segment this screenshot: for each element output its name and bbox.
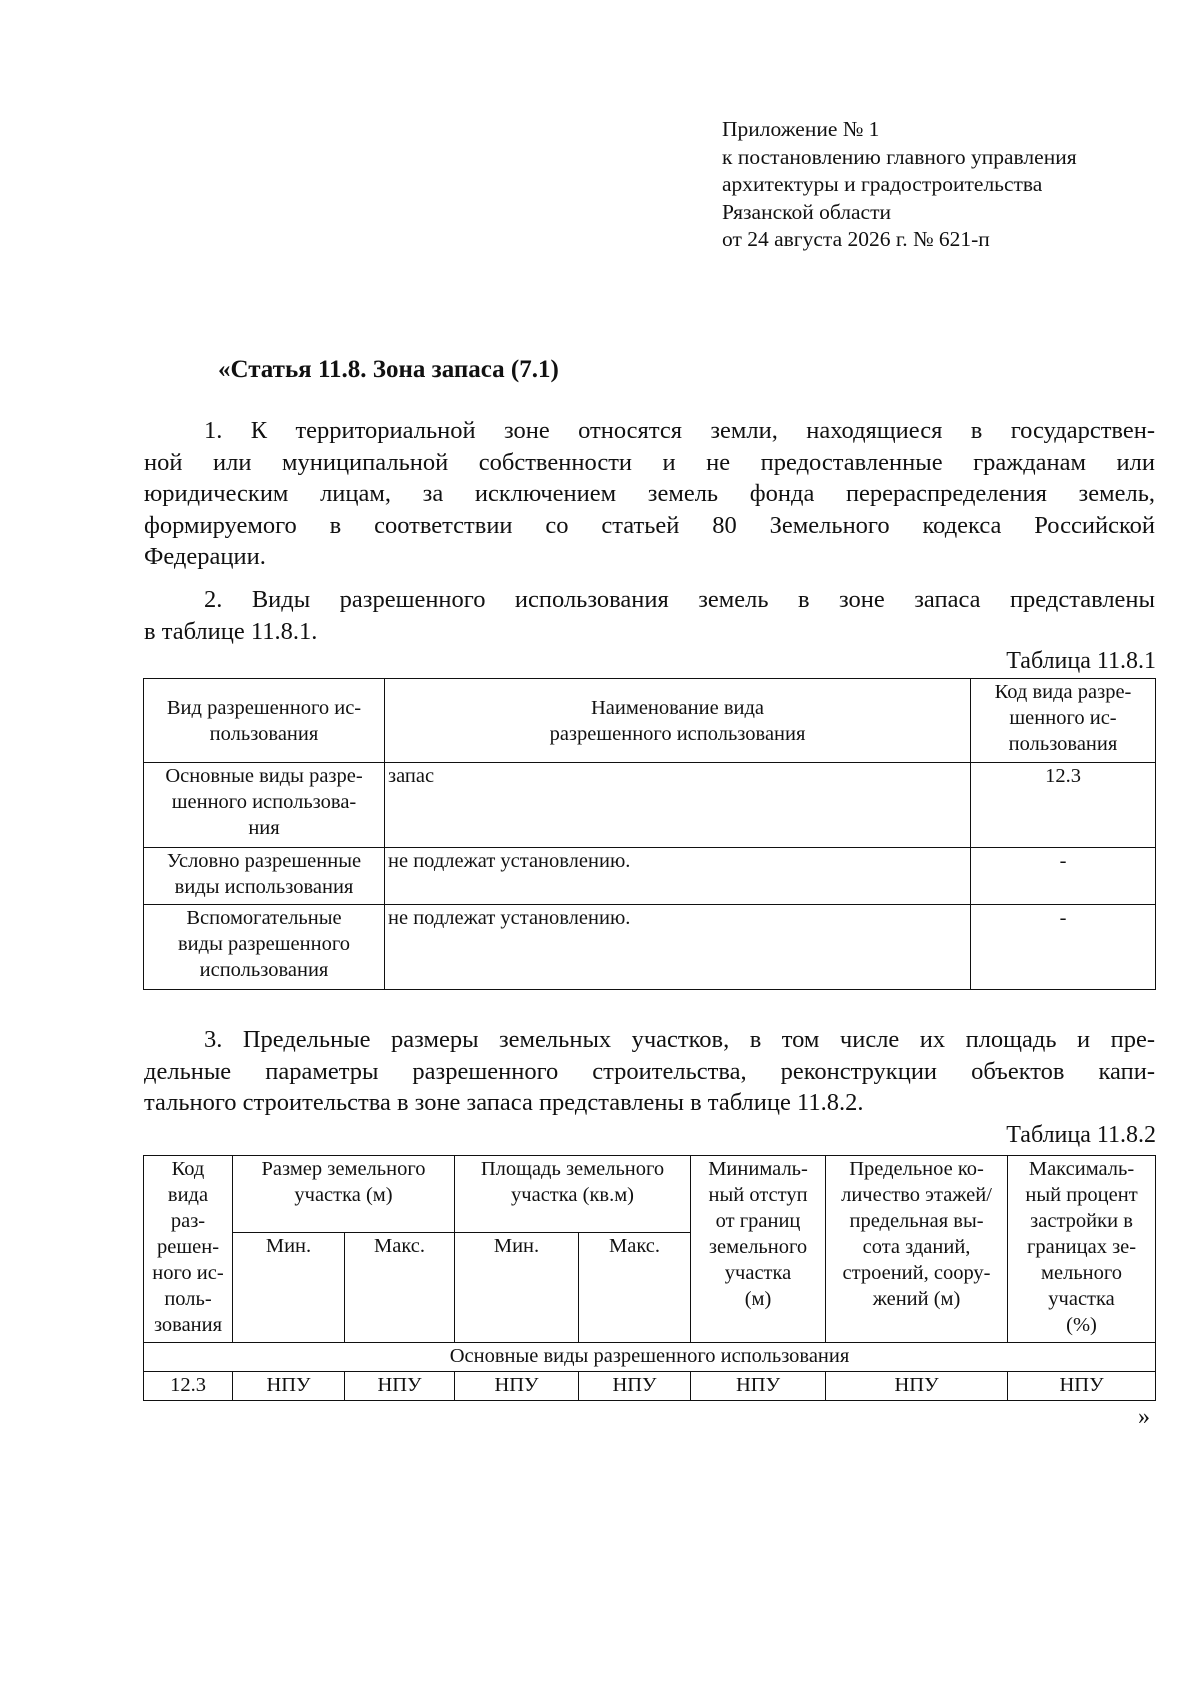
cell-area-min: НПУ [455,1372,579,1401]
paragraph-line: формируемого в соответствии со статьей 80 Земельного кодекса Российской [144,511,1155,539]
cell-use-kind: Условно разрешенные виды использования [144,848,385,905]
cell-size-max: НПУ [345,1372,455,1401]
cell-size-min: НПУ [233,1372,345,1401]
header-plot-size: Размер земельного участка (м) [233,1156,455,1233]
paragraph-1 [144,415,1155,573]
paragraph-line: дельные параметры разрешенного строительства, реконструкции объектов капи- [144,1057,1155,1085]
header-use-name: Наименование вида разрешенного использования [385,679,971,763]
header-size-min: Мин. [233,1233,345,1343]
table-caption: Таблица 11.8.2 [1006,1122,1156,1148]
cell-use-kind: Основные виды разре- шенного использова- ния [144,763,385,848]
appendix-line: от 24 августа 2026 г. № 621-п [722,227,990,251]
header-use-kind: Вид разрешенного ис- пользования [144,679,385,763]
cell-area-max: НПУ [579,1372,691,1401]
plot-parameters-table [143,1155,1156,1401]
cell-min-setback: НПУ [691,1372,826,1401]
header-max-floors: Предельное ко- личество этажей/ предельная вы- сота зданий, строений, соору- жений (м) [826,1156,1008,1343]
paragraph-line: тального строительства в зоне запаса представлены в таблице 11.8.2. [144,1089,864,1116]
paragraph-line: в таблице 11.8.1. [144,617,318,645]
table-row [144,1372,1156,1401]
appendix-line: архитектуры и градостроительства [722,172,1043,196]
paragraph-line: Федерации. [144,543,266,570]
cell-use-code: 12.3 [971,763,1156,848]
cell-use-name: запас [385,763,971,848]
cell-use-code: - [971,905,1156,990]
table-caption: Таблица 11.8.1 [1006,648,1156,674]
cell-max-floors: НПУ [826,1372,1008,1401]
paragraph-line: ной или муниципальной собственности и не предоставленные гражданам или [144,448,1155,476]
cell-use-code: 12.3 [144,1372,233,1401]
appendix-line: к постановлению главного управления [722,144,1077,169]
cell-max-coverage: НПУ [1008,1372,1156,1401]
appendix-line: Рязанской области [722,199,891,224]
header-max-coverage: Максималь- ный процент застройки в границах зе- мельного участка (%) [1008,1156,1156,1343]
header-area-min: Мин. [455,1233,579,1343]
closing-quote: » [1138,1404,1150,1430]
header-use-code: Код вида разре- шенного ис- пользования [971,679,1156,763]
cell-use-kind: Вспомогательные виды разрешенного использования [144,905,385,990]
cell-use-name: не подлежат установлению. [385,848,971,905]
section-title: Основные виды разрешенного использования [144,1343,1156,1372]
paragraph-3 [144,1024,1155,1119]
permitted-use-table [143,678,1156,990]
cell-use-code: - [971,848,1156,905]
article-title: «Статья 11.8. Зона запаса (7.1) [218,356,559,383]
paragraph-line: юридическим лицам, за исключением земель фонда перераспределения земель, [144,480,1155,507]
paragraph-2 [144,584,1155,647]
header-size-max: Макс. [345,1233,455,1343]
paragraph-line: 1. К территориальной зоне относятся земли, находящиеся в государствен- [204,417,1155,444]
table-row [144,905,1156,990]
appendix-line: Приложение № 1 [722,117,880,141]
cell-use-name: не подлежат установлению. [385,905,971,990]
header-use-code: Код вида раз- решен- ного ис- поль- зования [144,1156,233,1343]
header-area-max: Макс. [579,1233,691,1343]
table-row [144,763,1156,848]
appendix-header [722,116,1077,254]
table-row [144,848,1156,905]
header-plot-area: Площадь земельного участка (кв.м) [455,1156,691,1233]
header-min-setback: Минималь- ный отступ от границ земельного участка (м) [691,1156,826,1343]
paragraph-line: 3. Предельные размеры земельных участков, в том числе их площадь и пре- [204,1026,1155,1053]
paragraph-line: 2. Виды разрешенного использования земель в зоне запаса представлены [204,586,1155,613]
